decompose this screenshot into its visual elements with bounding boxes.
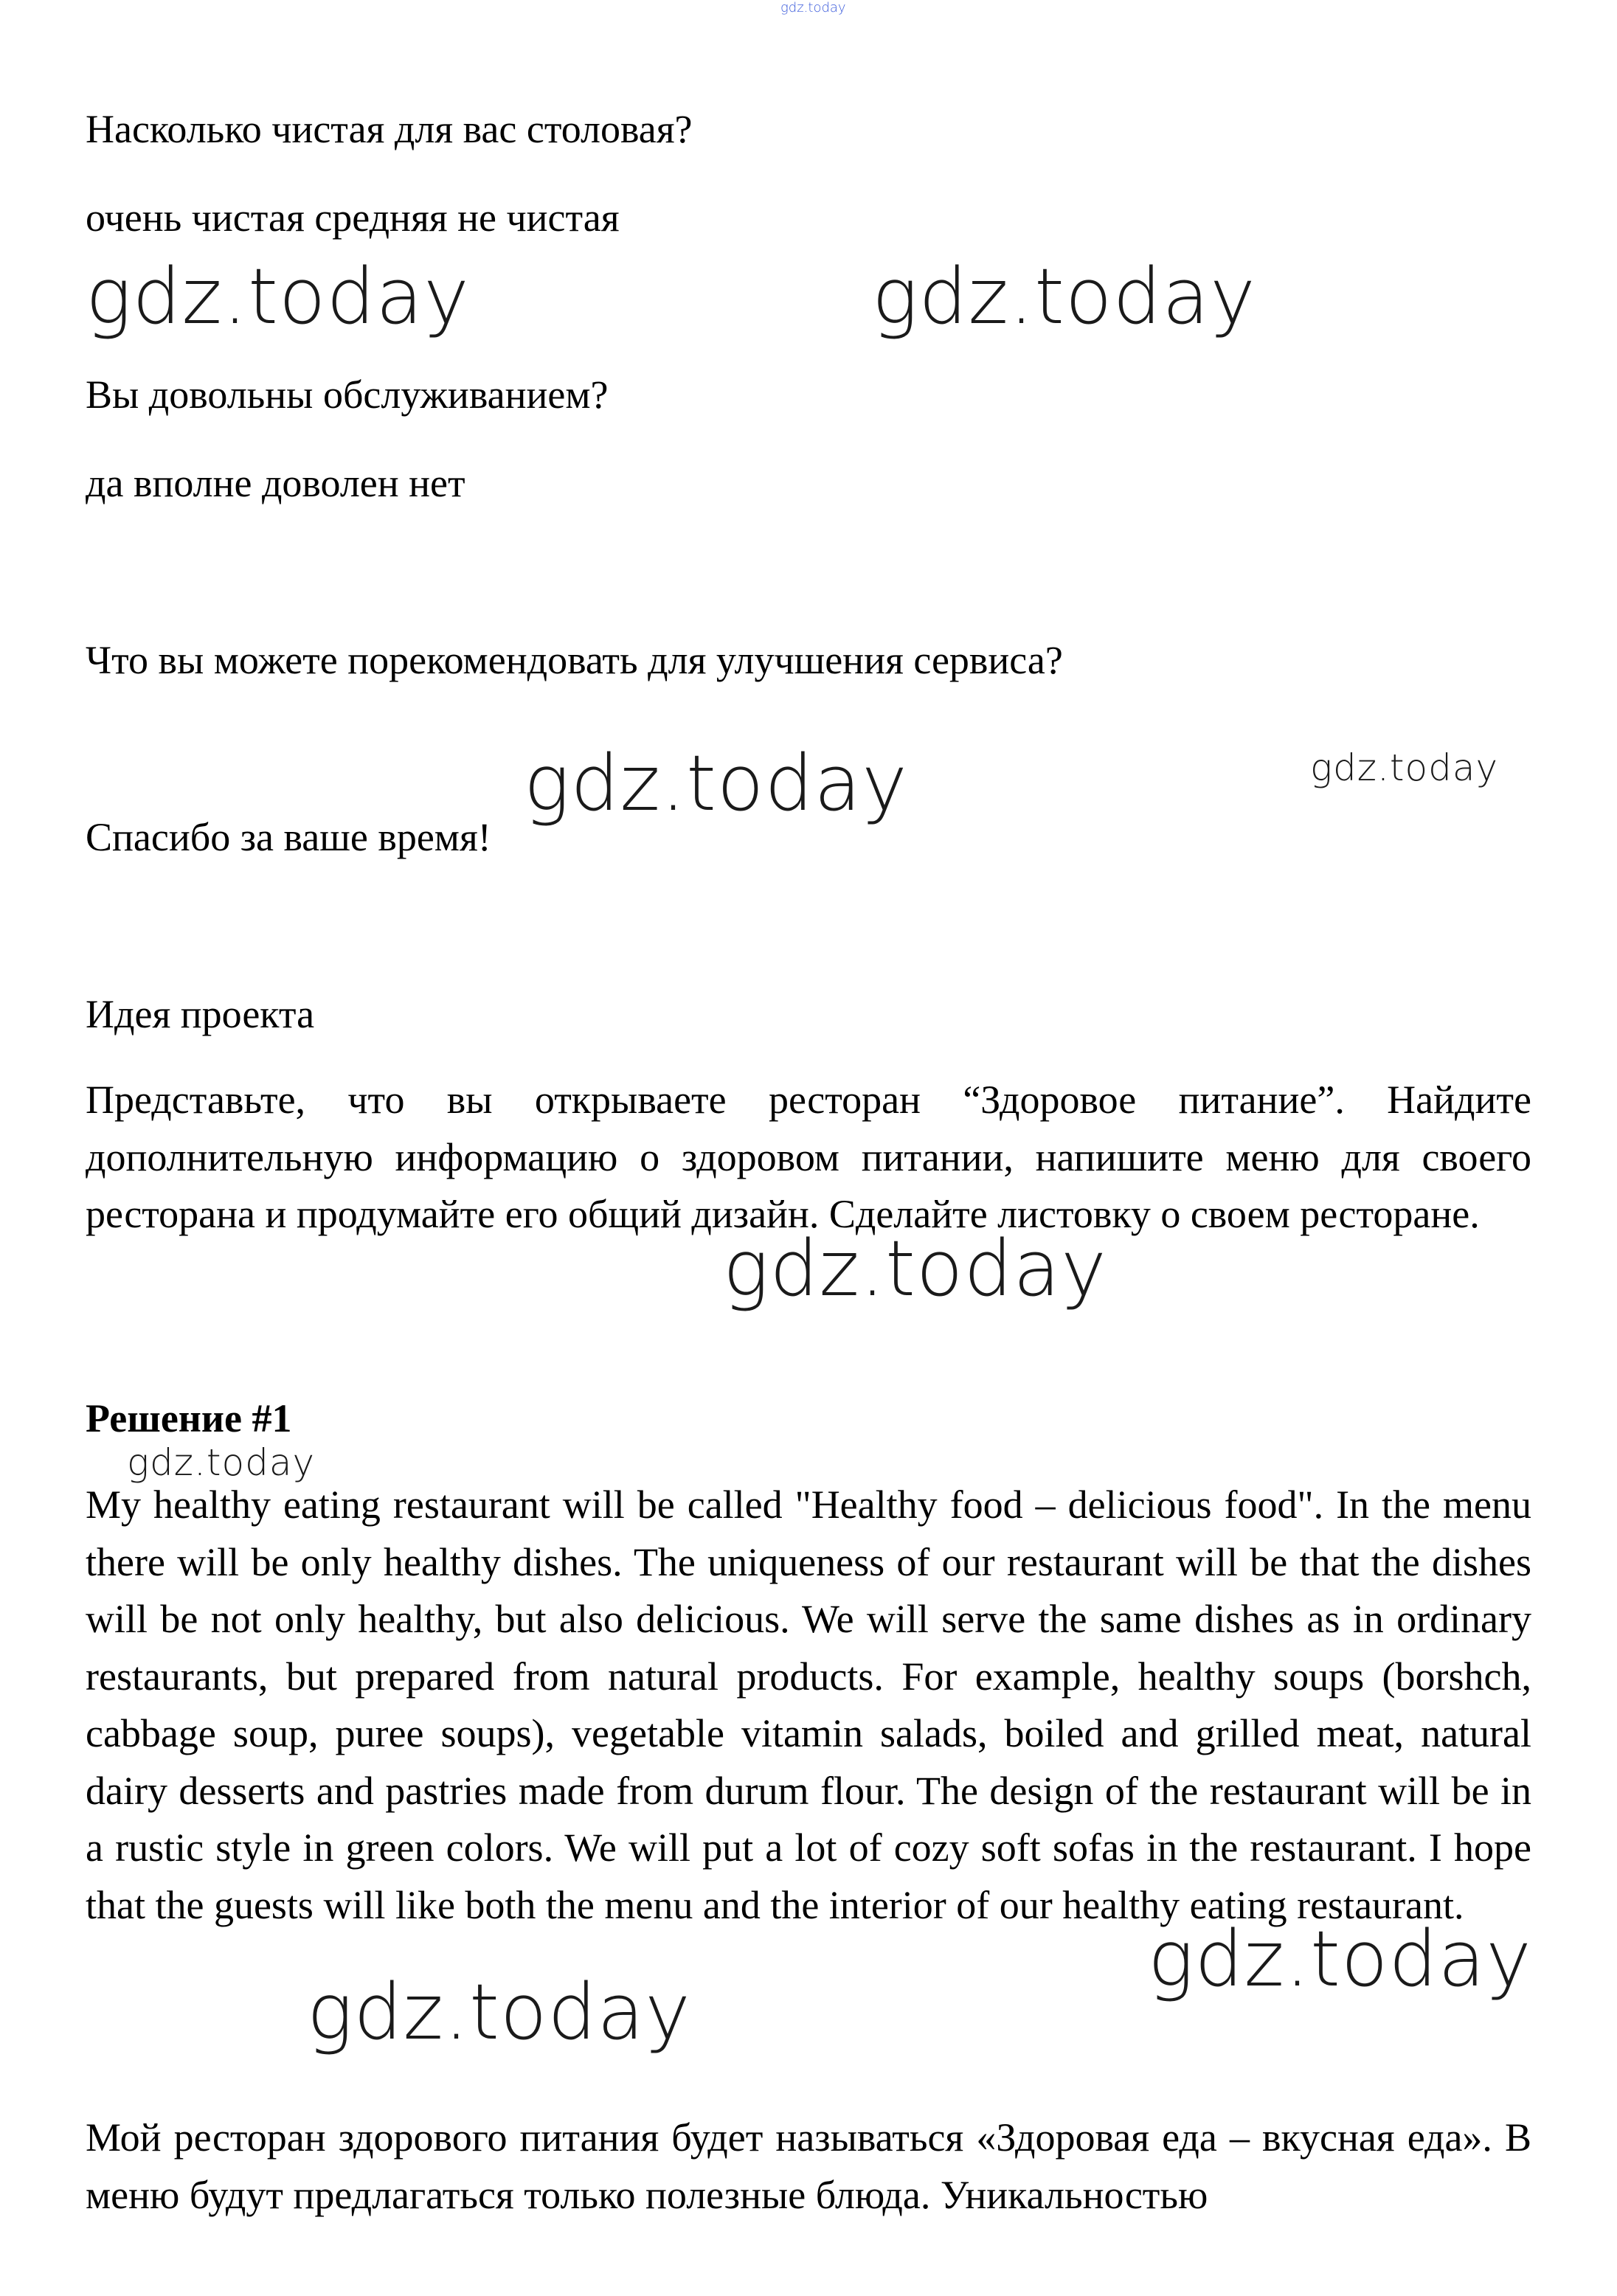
survey-answers-service: да вполне доволен нет: [86, 461, 465, 505]
survey-question-cleanliness: Насколько чистая для вас столовая?: [86, 107, 693, 151]
project-description: Представьте, что вы открываете ресторан “Здоровое питание”. Найдите дополнительную информацию о здоровом питании, напишите меню для своего ресторана и продумайте его общий дизайн. Сделайте листовку о своем ресторане.: [86, 1078, 1531, 1236]
watermark-small: gdz.today: [1310, 746, 1499, 789]
watermark: gdz.today: [524, 738, 908, 828]
watermark: gdz.today: [307, 1967, 691, 2057]
survey-answers-cleanliness: очень чистая средняя не чистая: [86, 195, 620, 240]
watermark-top: gdz.today: [780, 0, 846, 15]
watermark: gdz.today: [86, 252, 470, 341]
watermark: gdz.today: [1148, 1914, 1532, 2004]
watermark: gdz.today: [723, 1224, 1107, 1314]
watermark-small: gdz.today: [127, 1441, 316, 1484]
solution-english-text: My healthy eating restaurant will be called "Healthy food – delicious food". In the menu there will be only healthy dishes. The uniqueness of our restaurant will be that the dishes will be not only healthy, but also delicious. We will serve the same dishes as in ordinary restaurants, but prepared from natural products. For example, healthy soups (borshch, cabbage soup, puree soups), vegetable vitamin salads, boiled and grilled meat, natural dairy desserts and pastries made from durum flour. The design of the restaurant will be in a rustic style in green colors. We will put a lot of cozy soft sofas in the restaurant. I hope that the guests will like both the menu and the interior of our healthy eating restaurant.: [86, 1482, 1531, 1927]
watermark: gdz.today: [872, 252, 1256, 341]
solution-russian-text: Мой ресторан здорового питания будет называться «Здоровая еда – вкусная еда». В меню будут предлагаться только полезные блюда. Уникальностью: [86, 2115, 1531, 2217]
survey-question-recommend: Что вы можете порекомендовать для улучшения сервиса?: [86, 638, 1063, 682]
survey-thanks: Спасибо за ваше время!: [86, 815, 491, 859]
survey-question-service: Вы довольны обслуживанием?: [86, 372, 609, 417]
project-title: Идея проекта: [86, 992, 315, 1036]
solution-heading: Решение #1: [86, 1396, 292, 1440]
